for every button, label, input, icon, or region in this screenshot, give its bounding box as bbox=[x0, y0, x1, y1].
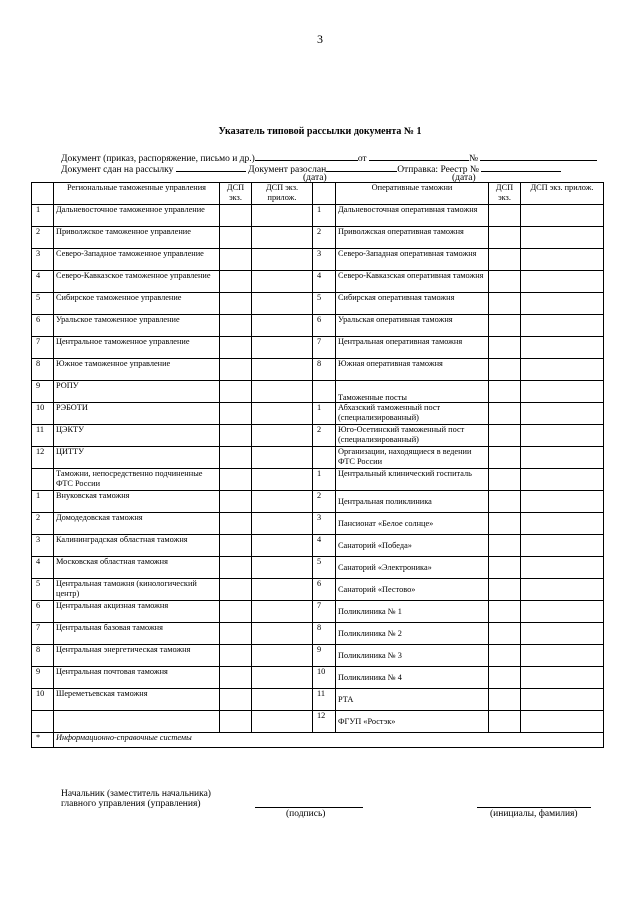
left-dsp-ekz[interactable] bbox=[220, 491, 252, 513]
left-dsp-ekz-pril[interactable] bbox=[252, 535, 313, 557]
right-dsp-ekz[interactable] bbox=[489, 359, 521, 381]
right-dsp-ekz-pril[interactable] bbox=[521, 491, 604, 513]
right-name: Сибирская оперативная таможня bbox=[336, 293, 489, 315]
left-dsp-ekz-pril[interactable] bbox=[252, 227, 313, 249]
table-row bbox=[32, 645, 604, 667]
left-number: 11 bbox=[32, 425, 54, 447]
signatory-position-line-1: Начальник (заместитель начальника) bbox=[61, 789, 211, 799]
left-number: 1 bbox=[32, 205, 54, 227]
right-dsp-ekz-pril[interactable] bbox=[521, 623, 604, 645]
right-number: 1 bbox=[313, 205, 336, 227]
table-row bbox=[32, 711, 604, 733]
left-dsp-ekz[interactable] bbox=[220, 425, 252, 447]
right-dsp-ekz-pril[interactable] bbox=[521, 425, 604, 447]
left-name: Таможни, непосредственно подчиненные ФТС России bbox=[54, 469, 220, 491]
left-dsp-ekz[interactable] bbox=[220, 271, 252, 293]
left-name: ЦЭКТУ bbox=[54, 425, 220, 447]
table-row bbox=[32, 513, 604, 535]
table-row bbox=[32, 205, 604, 227]
right-number: 1 bbox=[313, 469, 336, 491]
left-name: Центральная таможня (кинологический центр) bbox=[54, 579, 220, 601]
right-dsp-ekz[interactable] bbox=[489, 315, 521, 337]
right-number: 6 bbox=[313, 579, 336, 601]
left-number: 7 bbox=[32, 623, 54, 645]
right-dsp-ekz[interactable] bbox=[489, 271, 521, 293]
left-number: 4 bbox=[32, 271, 54, 293]
signatory-position-line-2: главного управления (управления) bbox=[61, 799, 201, 809]
left-number bbox=[32, 711, 54, 733]
right-number: 5 bbox=[313, 293, 336, 315]
number-blank[interactable] bbox=[480, 151, 597, 161]
right-name: Поликлиника № 2 bbox=[336, 623, 489, 645]
name-line[interactable] bbox=[477, 807, 591, 808]
left-dsp-ekz-pril[interactable] bbox=[252, 293, 313, 315]
info-systems-marker: * bbox=[32, 733, 54, 748]
left-name: Северо-Кавказское таможенное управление bbox=[54, 271, 220, 293]
left-dsp-ekz-pril[interactable] bbox=[252, 711, 313, 733]
left-name: Шереметьевская таможня bbox=[54, 689, 220, 711]
left-number: 2 bbox=[32, 513, 54, 535]
right-name: Поликлиника № 1 bbox=[336, 601, 489, 623]
header-dsp-ekz: ДСП экз. bbox=[220, 183, 252, 205]
left-name: Дальневосточное таможенное управление bbox=[54, 205, 220, 227]
table-row bbox=[32, 337, 604, 359]
signature-line[interactable] bbox=[255, 807, 363, 808]
right-name: Таможенные посты bbox=[336, 381, 489, 403]
left-name: Уральское таможенное управление bbox=[54, 315, 220, 337]
left-dsp-ekz-pril[interactable] bbox=[252, 381, 313, 403]
left-number: 5 bbox=[32, 579, 54, 601]
right-name: Приволжская оперативная таможня bbox=[336, 227, 489, 249]
right-dsp-ekz-pril[interactable] bbox=[521, 403, 604, 425]
header-dsp-ekz-pril-2: ДСП экз. прилож. bbox=[521, 183, 604, 205]
right-number: 11 bbox=[313, 689, 336, 711]
right-dsp-ekz[interactable] bbox=[489, 205, 521, 227]
left-dsp-ekz-pril[interactable] bbox=[252, 205, 313, 227]
right-name: Санаторий «Победа» bbox=[336, 535, 489, 557]
table-row bbox=[32, 425, 604, 447]
right-name: Центральная поликлиника bbox=[336, 491, 489, 513]
left-name: Центральная энергетическая таможня bbox=[54, 645, 220, 667]
left-dsp-ekz[interactable] bbox=[220, 667, 252, 689]
table-row bbox=[32, 689, 604, 711]
right-name: Поликлиника № 3 bbox=[336, 645, 489, 667]
right-name: Абхазский таможенный пост (специализированный) bbox=[336, 403, 489, 425]
distribution-table bbox=[31, 182, 604, 748]
left-dsp-ekz[interactable] bbox=[220, 337, 252, 359]
left-dsp-ekz-pril[interactable] bbox=[252, 469, 313, 491]
left-number: 4 bbox=[32, 557, 54, 579]
right-number: 4 bbox=[313, 535, 336, 557]
header-num-right bbox=[313, 183, 336, 205]
header-dsp-ekz-2: ДСП экз. bbox=[489, 183, 521, 205]
right-number: 2 bbox=[313, 227, 336, 249]
right-dsp-ekz[interactable] bbox=[489, 469, 521, 491]
right-dsp-ekz-pril[interactable] bbox=[521, 535, 604, 557]
left-dsp-ekz-pril[interactable] bbox=[252, 645, 313, 667]
left-number: 10 bbox=[32, 689, 54, 711]
date-caption-2: (дата) bbox=[452, 173, 476, 183]
info-systems-row bbox=[32, 733, 604, 748]
right-name: Центральный клинический госпиталь bbox=[336, 469, 489, 491]
right-dsp-ekz[interactable] bbox=[489, 667, 521, 689]
left-number: 6 bbox=[32, 315, 54, 337]
header-regional: Региональные таможенные управления bbox=[54, 183, 220, 205]
right-name: Южная оперативная таможня bbox=[336, 359, 489, 381]
right-name: Поликлиника № 4 bbox=[336, 667, 489, 689]
left-dsp-ekz-pril[interactable] bbox=[252, 579, 313, 601]
right-dsp-ekz[interactable] bbox=[489, 513, 521, 535]
left-name: РОПУ bbox=[54, 381, 220, 403]
signature-caption: (подпись) bbox=[286, 809, 326, 819]
left-dsp-ekz-pril[interactable] bbox=[252, 403, 313, 425]
right-dsp-ekz[interactable] bbox=[489, 249, 521, 271]
right-dsp-ekz-pril[interactable] bbox=[521, 711, 604, 733]
right-number: 9 bbox=[313, 645, 336, 667]
left-dsp-ekz-pril[interactable] bbox=[252, 557, 313, 579]
left-dsp-ekz-pril[interactable] bbox=[252, 491, 313, 513]
left-name: Сибирское таможенное управление bbox=[54, 293, 220, 315]
right-number: 2 bbox=[313, 425, 336, 447]
left-dsp-ekz-pril[interactable] bbox=[252, 513, 313, 535]
table-row bbox=[32, 667, 604, 689]
right-dsp-ekz-pril[interactable] bbox=[521, 645, 604, 667]
table-row bbox=[32, 447, 604, 469]
left-dsp-ekz[interactable] bbox=[220, 205, 252, 227]
right-name: Санаторий «Электроника» bbox=[336, 557, 489, 579]
left-dsp-ekz-pril[interactable] bbox=[252, 667, 313, 689]
left-dsp-ekz[interactable] bbox=[220, 557, 252, 579]
right-number: 2 bbox=[313, 491, 336, 513]
left-name: Калининградская областная таможня bbox=[54, 535, 220, 557]
left-dsp-ekz-pril[interactable] bbox=[252, 337, 313, 359]
right-dsp-ekz-pril[interactable] bbox=[521, 601, 604, 623]
left-number: 1 bbox=[32, 491, 54, 513]
left-name bbox=[54, 711, 220, 733]
right-name: Уральская оперативная таможня bbox=[336, 315, 489, 337]
left-dsp-ekz[interactable] bbox=[220, 227, 252, 249]
left-name: Центральная почтовая таможня bbox=[54, 667, 220, 689]
table-row bbox=[32, 381, 604, 403]
left-dsp-ekz[interactable] bbox=[220, 513, 252, 535]
right-name: Санаторий «Пестово» bbox=[336, 579, 489, 601]
left-name: Московская областная таможня bbox=[54, 557, 220, 579]
table-row bbox=[32, 601, 604, 623]
right-dsp-ekz[interactable] bbox=[489, 381, 521, 403]
right-number bbox=[313, 381, 336, 403]
right-name: ФГУП «Ростэк» bbox=[336, 711, 489, 733]
right-dsp-ekz-pril[interactable] bbox=[521, 205, 604, 227]
right-name: Центральная оперативная таможня bbox=[336, 337, 489, 359]
right-dsp-ekz[interactable] bbox=[489, 535, 521, 557]
info-systems-label: Информационно-справочные системы bbox=[54, 733, 604, 748]
right-name: Северо-Кавказская оперативная таможня bbox=[336, 271, 489, 293]
right-dsp-ekz-pril[interactable] bbox=[521, 557, 604, 579]
left-number: 10 bbox=[32, 403, 54, 425]
header-num-left bbox=[32, 183, 54, 205]
left-number: 9 bbox=[32, 381, 54, 403]
right-dsp-ekz[interactable] bbox=[489, 425, 521, 447]
right-number: 3 bbox=[313, 513, 336, 535]
left-name: Северо-Западное таможенное управление bbox=[54, 249, 220, 271]
left-name: Внуковская таможня bbox=[54, 491, 220, 513]
right-number: 8 bbox=[313, 359, 336, 381]
right-dsp-ekz[interactable] bbox=[489, 491, 521, 513]
right-dsp-ekz[interactable] bbox=[489, 557, 521, 579]
left-dsp-ekz[interactable] bbox=[220, 579, 252, 601]
table-row bbox=[32, 359, 604, 381]
left-number: 3 bbox=[32, 249, 54, 271]
left-number: 12 bbox=[32, 447, 54, 469]
right-number: 6 bbox=[313, 315, 336, 337]
left-number: 3 bbox=[32, 535, 54, 557]
table-row bbox=[32, 491, 604, 513]
left-dsp-ekz[interactable] bbox=[220, 293, 252, 315]
right-dsp-ekz[interactable] bbox=[489, 403, 521, 425]
number-label: № bbox=[468, 154, 479, 164]
left-name: ЦИТТУ bbox=[54, 447, 220, 469]
header-operative: Оперативные таможни bbox=[336, 183, 489, 205]
from-label: от bbox=[357, 154, 367, 164]
right-name: Пансионат «Белое солнце» bbox=[336, 513, 489, 535]
right-dsp-ekz[interactable] bbox=[489, 623, 521, 645]
left-dsp-ekz[interactable] bbox=[220, 711, 252, 733]
right-dsp-ekz-pril[interactable] bbox=[521, 271, 604, 293]
right-dsp-ekz-pril[interactable] bbox=[521, 689, 604, 711]
right-dsp-ekz-pril[interactable] bbox=[521, 293, 604, 315]
right-dsp-ekz-pril[interactable] bbox=[521, 249, 604, 271]
document-title: Указатель типовой рассылки документа № 1 bbox=[218, 126, 422, 137]
left-name: Приволжское таможенное управление bbox=[54, 227, 220, 249]
left-dsp-ekz-pril[interactable] bbox=[252, 689, 313, 711]
table-row bbox=[32, 579, 604, 601]
document-type-blank[interactable] bbox=[255, 151, 358, 161]
left-dsp-ekz[interactable] bbox=[220, 447, 252, 469]
right-dsp-ekz[interactable] bbox=[489, 711, 521, 733]
header-dsp-ekz-pril: ДСП экз. прилож. bbox=[252, 183, 313, 205]
right-dsp-ekz-pril[interactable] bbox=[521, 579, 604, 601]
table-row bbox=[32, 249, 604, 271]
right-number: 5 bbox=[313, 557, 336, 579]
right-number: 12 bbox=[313, 711, 336, 733]
right-dsp-ekz-pril[interactable] bbox=[521, 513, 604, 535]
left-name: Центральная базовая таможня bbox=[54, 623, 220, 645]
date-blank[interactable] bbox=[369, 151, 469, 161]
left-name: РЭБОТИ bbox=[54, 403, 220, 425]
right-dsp-ekz[interactable] bbox=[489, 227, 521, 249]
right-dsp-ekz[interactable] bbox=[489, 645, 521, 667]
date-caption-1: (дата) bbox=[303, 173, 327, 183]
right-number: 7 bbox=[313, 601, 336, 623]
signatory-position bbox=[61, 789, 211, 809]
right-dsp-ekz-pril[interactable] bbox=[521, 337, 604, 359]
right-dsp-ekz[interactable] bbox=[489, 293, 521, 315]
right-number: 10 bbox=[313, 667, 336, 689]
registry-label: Отправка: Реестр № bbox=[397, 165, 479, 175]
submitted-date-blank[interactable] bbox=[176, 162, 246, 172]
right-dsp-ekz[interactable] bbox=[489, 447, 521, 469]
left-dsp-ekz[interactable] bbox=[220, 403, 252, 425]
right-name: Дальневосточная оперативная таможня bbox=[336, 205, 489, 227]
table-row bbox=[32, 469, 604, 491]
left-dsp-ekz-pril[interactable] bbox=[252, 249, 313, 271]
right-dsp-ekz-pril[interactable] bbox=[521, 381, 604, 403]
left-dsp-ekz-pril[interactable] bbox=[252, 271, 313, 293]
right-number: 1 bbox=[313, 403, 336, 425]
left-dsp-ekz[interactable] bbox=[220, 249, 252, 271]
right-dsp-ekz[interactable] bbox=[489, 601, 521, 623]
name-caption: (инициалы, фамилия) bbox=[490, 809, 578, 819]
right-name: Северо-Западная оперативная таможня bbox=[336, 249, 489, 271]
sent-date-blank[interactable] bbox=[326, 162, 397, 172]
right-dsp-ekz[interactable] bbox=[489, 579, 521, 601]
right-name: Юго-Осетинский таможенный пост (специализированный) bbox=[336, 425, 489, 447]
left-dsp-ekz-pril[interactable] bbox=[252, 623, 313, 645]
left-number: 8 bbox=[32, 359, 54, 381]
left-dsp-ekz[interactable] bbox=[220, 315, 252, 337]
right-name: РТА bbox=[336, 689, 489, 711]
right-name: Организации, находящиеся в ведении ФТС России bbox=[336, 447, 489, 469]
table-row bbox=[32, 315, 604, 337]
page-number: 3 bbox=[317, 32, 323, 46]
left-number: 5 bbox=[32, 293, 54, 315]
left-dsp-ekz[interactable] bbox=[220, 623, 252, 645]
right-dsp-ekz-pril[interactable] bbox=[521, 315, 604, 337]
table-row bbox=[32, 557, 604, 579]
right-dsp-ekz-pril[interactable] bbox=[521, 447, 604, 469]
right-dsp-ekz-pril[interactable] bbox=[521, 227, 604, 249]
left-number bbox=[32, 469, 54, 491]
right-number bbox=[313, 447, 336, 469]
table-row bbox=[32, 403, 604, 425]
left-dsp-ekz[interactable] bbox=[220, 359, 252, 381]
table-row bbox=[32, 623, 604, 645]
left-number: 7 bbox=[32, 337, 54, 359]
table-row bbox=[32, 293, 604, 315]
submitted-label: Документ сдан на рассылку bbox=[61, 165, 174, 175]
table-row bbox=[32, 227, 604, 249]
left-dsp-ekz[interactable] bbox=[220, 381, 252, 403]
left-dsp-ekz-pril[interactable] bbox=[252, 315, 313, 337]
table-row bbox=[32, 535, 604, 557]
left-number: 6 bbox=[32, 601, 54, 623]
left-dsp-ekz[interactable] bbox=[220, 601, 252, 623]
left-dsp-ekz[interactable] bbox=[220, 645, 252, 667]
left-name: Южное таможенное управление bbox=[54, 359, 220, 381]
left-dsp-ekz-pril[interactable] bbox=[252, 359, 313, 381]
left-number: 2 bbox=[32, 227, 54, 249]
left-dsp-ekz[interactable] bbox=[220, 535, 252, 557]
left-number: 9 bbox=[32, 667, 54, 689]
right-dsp-ekz-pril[interactable] bbox=[521, 359, 604, 381]
right-dsp-ekz[interactable] bbox=[489, 337, 521, 359]
right-number: 4 bbox=[313, 271, 336, 293]
left-name: Центральное таможенное управление bbox=[54, 337, 220, 359]
right-dsp-ekz-pril[interactable] bbox=[521, 469, 604, 491]
registry-blank[interactable] bbox=[481, 162, 561, 172]
right-number: 8 bbox=[313, 623, 336, 645]
left-dsp-ekz-pril[interactable] bbox=[252, 425, 313, 447]
left-number: 8 bbox=[32, 645, 54, 667]
left-name: Домодедовская таможня bbox=[54, 513, 220, 535]
left-dsp-ekz-pril[interactable] bbox=[252, 601, 313, 623]
sent-label: Документ разослан bbox=[248, 165, 327, 175]
left-dsp-ekz-pril[interactable] bbox=[252, 447, 313, 469]
left-name: Центральная акцизная таможня bbox=[54, 601, 220, 623]
table-row bbox=[32, 271, 604, 293]
right-number: 7 bbox=[313, 337, 336, 359]
left-dsp-ekz[interactable] bbox=[220, 469, 252, 491]
right-dsp-ekz-pril[interactable] bbox=[521, 667, 604, 689]
right-dsp-ekz[interactable] bbox=[489, 689, 521, 711]
document-type-label: Документ (приказ, распоряжение, письмо и др.) bbox=[61, 154, 255, 164]
left-dsp-ekz[interactable] bbox=[220, 689, 252, 711]
right-number: 3 bbox=[313, 249, 336, 271]
